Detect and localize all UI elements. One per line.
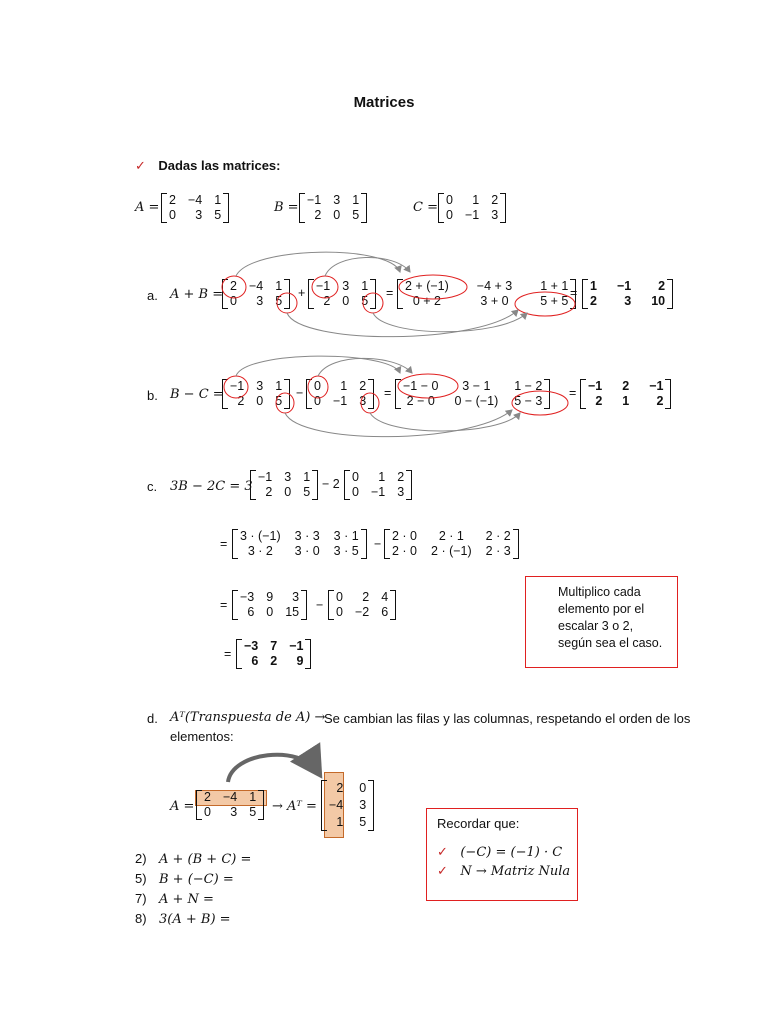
- note-box: [525, 576, 678, 668]
- matrix-cell: 5: [361, 294, 369, 308]
- bracket-right: [361, 529, 367, 559]
- bracket-right: [667, 279, 673, 309]
- matrix-cell: 1: [340, 379, 348, 393]
- part-d-text-2: elementos:: [170, 729, 234, 744]
- matrix-cell: 7: [270, 639, 278, 653]
- matrix-cell: 0: [314, 379, 321, 393]
- bracket-right: [305, 639, 311, 669]
- matrix-cell: 0: [336, 605, 343, 619]
- part-b-matrix-1: [222, 379, 290, 409]
- matrix-cell: 15: [285, 605, 300, 619]
- minus-sign: −: [374, 537, 382, 551]
- part-c-expr: 3B − 2C = 3: [170, 479, 253, 494]
- matrix-cell: 2: [656, 394, 664, 408]
- matrix-cell: 2: [595, 394, 603, 408]
- equals-sign: =: [220, 598, 228, 612]
- exercise-item: 2) A + (B + C) =: [135, 851, 252, 867]
- matrix-cell: 0 + 2: [412, 294, 441, 308]
- matrix-cell: 2: [169, 193, 176, 207]
- matrix-cell: 6: [247, 605, 255, 619]
- matrix-cell: 3 · 3: [294, 529, 320, 543]
- matrix-cell: 2: [204, 790, 211, 804]
- part-d-text-1: Se cambian las filas y las columnas, respetando el orden de los: [324, 711, 691, 726]
- page-title: Matrices: [353, 94, 415, 111]
- arrow-icon: [373, 313, 527, 332]
- plus-sign: +: [298, 286, 306, 300]
- bracket-right: [665, 379, 671, 409]
- matrix-cell: −1: [230, 379, 245, 393]
- matrix-cell: −1: [307, 193, 322, 207]
- arrow-icon: [325, 257, 410, 276]
- matrix-cell: 2: [237, 394, 245, 408]
- matrix-cell: 5: [249, 805, 257, 819]
- matrix-cell: 0: [352, 470, 359, 484]
- part-a-matrix-2: [308, 279, 376, 309]
- matrix-cell: −2: [354, 605, 370, 619]
- matrix-cell: 2: [230, 279, 237, 293]
- arrow-icon: [236, 356, 400, 376]
- matrix-cell: 1: [352, 193, 360, 207]
- arrow-icon: [318, 358, 412, 376]
- matrix-cell: −1: [649, 379, 664, 393]
- part-d-expr: Aᵀ(Transpuesta de A) →: [170, 710, 326, 725]
- matrix-cell: −1: [332, 394, 348, 408]
- matrix-cell: 1: [622, 394, 630, 408]
- matrix-a-label: A =: [170, 799, 195, 814]
- part-c-matrix-c: [344, 470, 412, 500]
- matrix-cell: 5: [214, 208, 222, 222]
- equals-sign: =: [386, 286, 394, 300]
- matrix-cell: 2 · 0: [392, 544, 418, 558]
- matrix-cell: 3 + 0: [480, 294, 509, 308]
- matrix-cell: 3 · 2: [247, 544, 273, 558]
- matrix-cell: 1 − 2: [514, 379, 543, 393]
- bracket-right: [513, 529, 519, 559]
- matrix-cell: 2 · 1: [438, 529, 464, 543]
- bracket-right: [361, 193, 367, 223]
- part-c-coef-2: − 2: [322, 477, 340, 491]
- matrix-cell: 5 + 5: [540, 294, 569, 308]
- part-c-matrix-b: [250, 470, 318, 500]
- matrix-cell: 2: [397, 470, 405, 484]
- matrix-cell: 2 + (−1): [405, 279, 449, 293]
- matrix-cell: 1: [336, 815, 344, 829]
- bracket-right: [284, 279, 290, 309]
- arrow-icon: [285, 410, 512, 437]
- matrix-cell: 2: [270, 654, 278, 668]
- matrix-cell: 1: [249, 790, 257, 804]
- matrix-cell: 0: [256, 394, 264, 408]
- matrix-cell: 0: [342, 294, 350, 308]
- matrix-cell: 1: [378, 470, 386, 484]
- bracket-right: [390, 590, 396, 620]
- matrix-cell: 3: [195, 208, 203, 222]
- bracket-right: [223, 193, 229, 223]
- minus-sign: −: [316, 598, 324, 612]
- part-b-result-matrix: [580, 379, 671, 409]
- matrix-cell: −1: [370, 485, 386, 499]
- matrix-cell: 0 − (−1): [454, 394, 499, 408]
- bracket-right: [368, 780, 374, 831]
- part-c-marker: c.: [147, 479, 158, 494]
- matrix-cell: 1: [590, 279, 597, 293]
- matrix-cell: 0: [359, 781, 367, 795]
- reminder-item: ✓ (−C) = (−1) · C: [437, 844, 563, 860]
- part-b-marker: b.: [147, 388, 158, 403]
- part-a-sum-matrix: [397, 279, 576, 309]
- matrix-cell: 9: [266, 590, 274, 604]
- matrix-cell: 0: [336, 590, 343, 604]
- matrix-cell: 3: [230, 805, 238, 819]
- equals-sign: =: [220, 537, 228, 551]
- matrix-a-def: [161, 193, 229, 223]
- matrix-cell: 2: [265, 485, 273, 499]
- part-b-matrix-2: [306, 379, 374, 409]
- part-c-step1-left: [232, 529, 367, 559]
- bracket-right: [500, 193, 506, 223]
- matrix-cell: 3: [342, 279, 350, 293]
- matrix-cell: 3: [333, 193, 341, 207]
- matrix-cell: 2: [323, 294, 331, 308]
- matrix-cell: 2 · 0: [392, 529, 418, 543]
- matrix-cell: 0: [204, 805, 211, 819]
- matrix-cell: 3: [491, 208, 499, 222]
- bracket-right: [258, 790, 264, 820]
- matrix-cell: 1: [303, 470, 311, 484]
- matrix-cell: 0: [284, 485, 292, 499]
- arrow-icon: [287, 310, 518, 337]
- matrix-cell: −3: [240, 590, 255, 604]
- matrix-cell: 1 + 1: [540, 279, 569, 293]
- part-b-diff-matrix: [395, 379, 550, 409]
- matrix-cell: 5: [303, 485, 311, 499]
- part-a-marker: a.: [147, 288, 158, 303]
- matrix-cell: 6: [251, 654, 259, 668]
- matrix-cell: 5 − 3: [514, 394, 543, 408]
- matrix-cell: 2 · (−1): [431, 544, 472, 558]
- matrix-cell: 1: [472, 193, 480, 207]
- note-line: según sea el caso.: [558, 636, 663, 650]
- matrix-cell: 0: [446, 193, 453, 207]
- matrix-cell: −4: [329, 798, 344, 812]
- bracket-right: [301, 590, 307, 620]
- matrix-cell: 3 · (−1): [240, 529, 281, 543]
- part-a-expr: A + B =: [170, 287, 224, 302]
- matrix-b-label: B =: [274, 200, 299, 215]
- matrix-cell: 3: [624, 294, 632, 308]
- matrix-cell: 0: [352, 485, 359, 499]
- matrix-cell: −1 − 0: [403, 379, 439, 393]
- matrix-cell: 4: [381, 590, 389, 604]
- matrix-cell: 2: [359, 379, 367, 393]
- arrow-icon: [236, 252, 400, 276]
- checkmark-icon: ✓: [437, 863, 448, 878]
- part-d-marker: d.: [147, 711, 158, 726]
- reminder-title: Recordar que:: [437, 816, 520, 831]
- matrix-cell: 1: [275, 279, 283, 293]
- matrix-cell: 1: [361, 279, 369, 293]
- bracket-right: [284, 379, 290, 409]
- matrix-cell: −1: [258, 470, 273, 484]
- matrix-cell: 3: [359, 798, 367, 812]
- note-line: escalar 3 o 2,: [558, 619, 634, 633]
- matrix-cell: −4 + 3: [476, 279, 513, 293]
- exercise-item: 5) B + (−C) =: [135, 871, 234, 887]
- matrix-cell: 1: [214, 193, 222, 207]
- matrix-c-def: [438, 193, 506, 223]
- matrix-cell: −4: [222, 790, 238, 804]
- matrix-cell: 2 − 0: [406, 394, 435, 408]
- note-line: elemento por el: [558, 602, 645, 616]
- part-d-matrix-a: [196, 790, 264, 820]
- exercise-item: 8) 3(A + B) =: [135, 911, 231, 927]
- equals-sign: =: [224, 647, 232, 661]
- matrix-cell: 5: [359, 815, 367, 829]
- part-c-step1-right: [384, 529, 519, 559]
- matrix-cell: 2: [336, 781, 344, 795]
- matrix-cell: 2: [622, 379, 630, 393]
- matrix-cell: 3: [292, 590, 300, 604]
- matrix-cell: 10: [651, 294, 666, 308]
- matrix-cell: 3: [359, 394, 367, 408]
- transpose-arrow-icon: [228, 755, 318, 782]
- matrix-cell: 0: [446, 208, 453, 222]
- note-line: Multiplico cada: [558, 585, 641, 599]
- intro-line: [135, 157, 280, 175]
- bracket-right: [368, 379, 374, 409]
- matrix-cell: −1: [289, 639, 304, 653]
- matrix-cell: 3: [256, 379, 264, 393]
- exercise-list: [135, 849, 251, 929]
- matrix-cell: −4: [187, 193, 203, 207]
- equals-sign: =: [569, 386, 577, 400]
- matrix-cell: 2: [590, 294, 597, 308]
- equals-sign: =: [384, 386, 392, 400]
- matrix-cell: 3 · 0: [294, 544, 320, 558]
- part-a-matrix-1: [222, 279, 290, 309]
- matrix-cell: −1: [464, 208, 480, 222]
- matrix-cell: 2: [658, 279, 666, 293]
- matrix-cell: 0: [314, 394, 321, 408]
- matrix-cell: 2: [491, 193, 499, 207]
- matrix-cell: 3: [284, 470, 292, 484]
- matrix-cell: 5: [275, 294, 283, 308]
- bracket-right: [406, 470, 412, 500]
- matrix-cell: 5: [352, 208, 360, 222]
- reminder-box: [426, 808, 578, 901]
- matrix-c-label: C =: [413, 200, 438, 215]
- matrix-cell: −1: [316, 279, 331, 293]
- bracket-right: [544, 379, 550, 409]
- reminder-item: ✓ N → Matriz Nula: [437, 863, 571, 879]
- part-b-expr: B − C =: [170, 387, 224, 402]
- matrix-cell: 0: [266, 605, 274, 619]
- matrix-b-def: [299, 193, 367, 223]
- matrix-cell: 6: [381, 605, 389, 619]
- matrix-cell: 0: [169, 208, 176, 222]
- bracket-right: [370, 279, 376, 309]
- matrix-cell: 3 · 5: [333, 544, 359, 558]
- part-c-result-matrix: [236, 639, 311, 669]
- matrix-a-label: A =: [135, 200, 160, 215]
- matrix-cell: 3: [397, 485, 405, 499]
- matrix-cell: −1: [588, 379, 603, 393]
- matrix-cell: −4: [248, 279, 264, 293]
- matrix-cell: 0: [333, 208, 341, 222]
- matrix-cell: 3: [256, 294, 264, 308]
- part-c-step2-left: [232, 590, 307, 620]
- matrix-cell: 3 − 1: [462, 379, 491, 393]
- matrix-cell: 3 · 1: [333, 529, 359, 543]
- matrix-cell: 0: [230, 294, 237, 308]
- minus-sign: −: [296, 386, 304, 400]
- part-a-result-matrix: [582, 279, 673, 309]
- checkmark-icon: ✓: [437, 844, 448, 859]
- exercise-item: 7) A + N =: [135, 891, 214, 907]
- matrix-cell: −1: [616, 279, 632, 293]
- bracket-right: [312, 470, 318, 500]
- matrix-cell: 5: [275, 394, 283, 408]
- arrow-icon: [370, 413, 520, 431]
- matrix-cell: −3: [244, 639, 259, 653]
- intro-text: Dadas las matrices:: [158, 158, 281, 173]
- matrix-cell: 2: [362, 590, 370, 604]
- checkmark-icon: ✓: [135, 158, 146, 173]
- matrix-cell: 2 · 2: [485, 529, 511, 543]
- matrix-cell: 1: [275, 379, 283, 393]
- transpose-arrow-label: → Aᵀ =: [272, 799, 317, 814]
- matrix-cell: 2: [314, 208, 322, 222]
- part-d-matrix-at: [321, 780, 374, 831]
- equals-sign: =: [570, 286, 578, 300]
- part-c-step2-right: [328, 590, 396, 620]
- matrix-cell: 2 · 3: [485, 544, 511, 558]
- matrix-cell: 9: [296, 654, 304, 668]
